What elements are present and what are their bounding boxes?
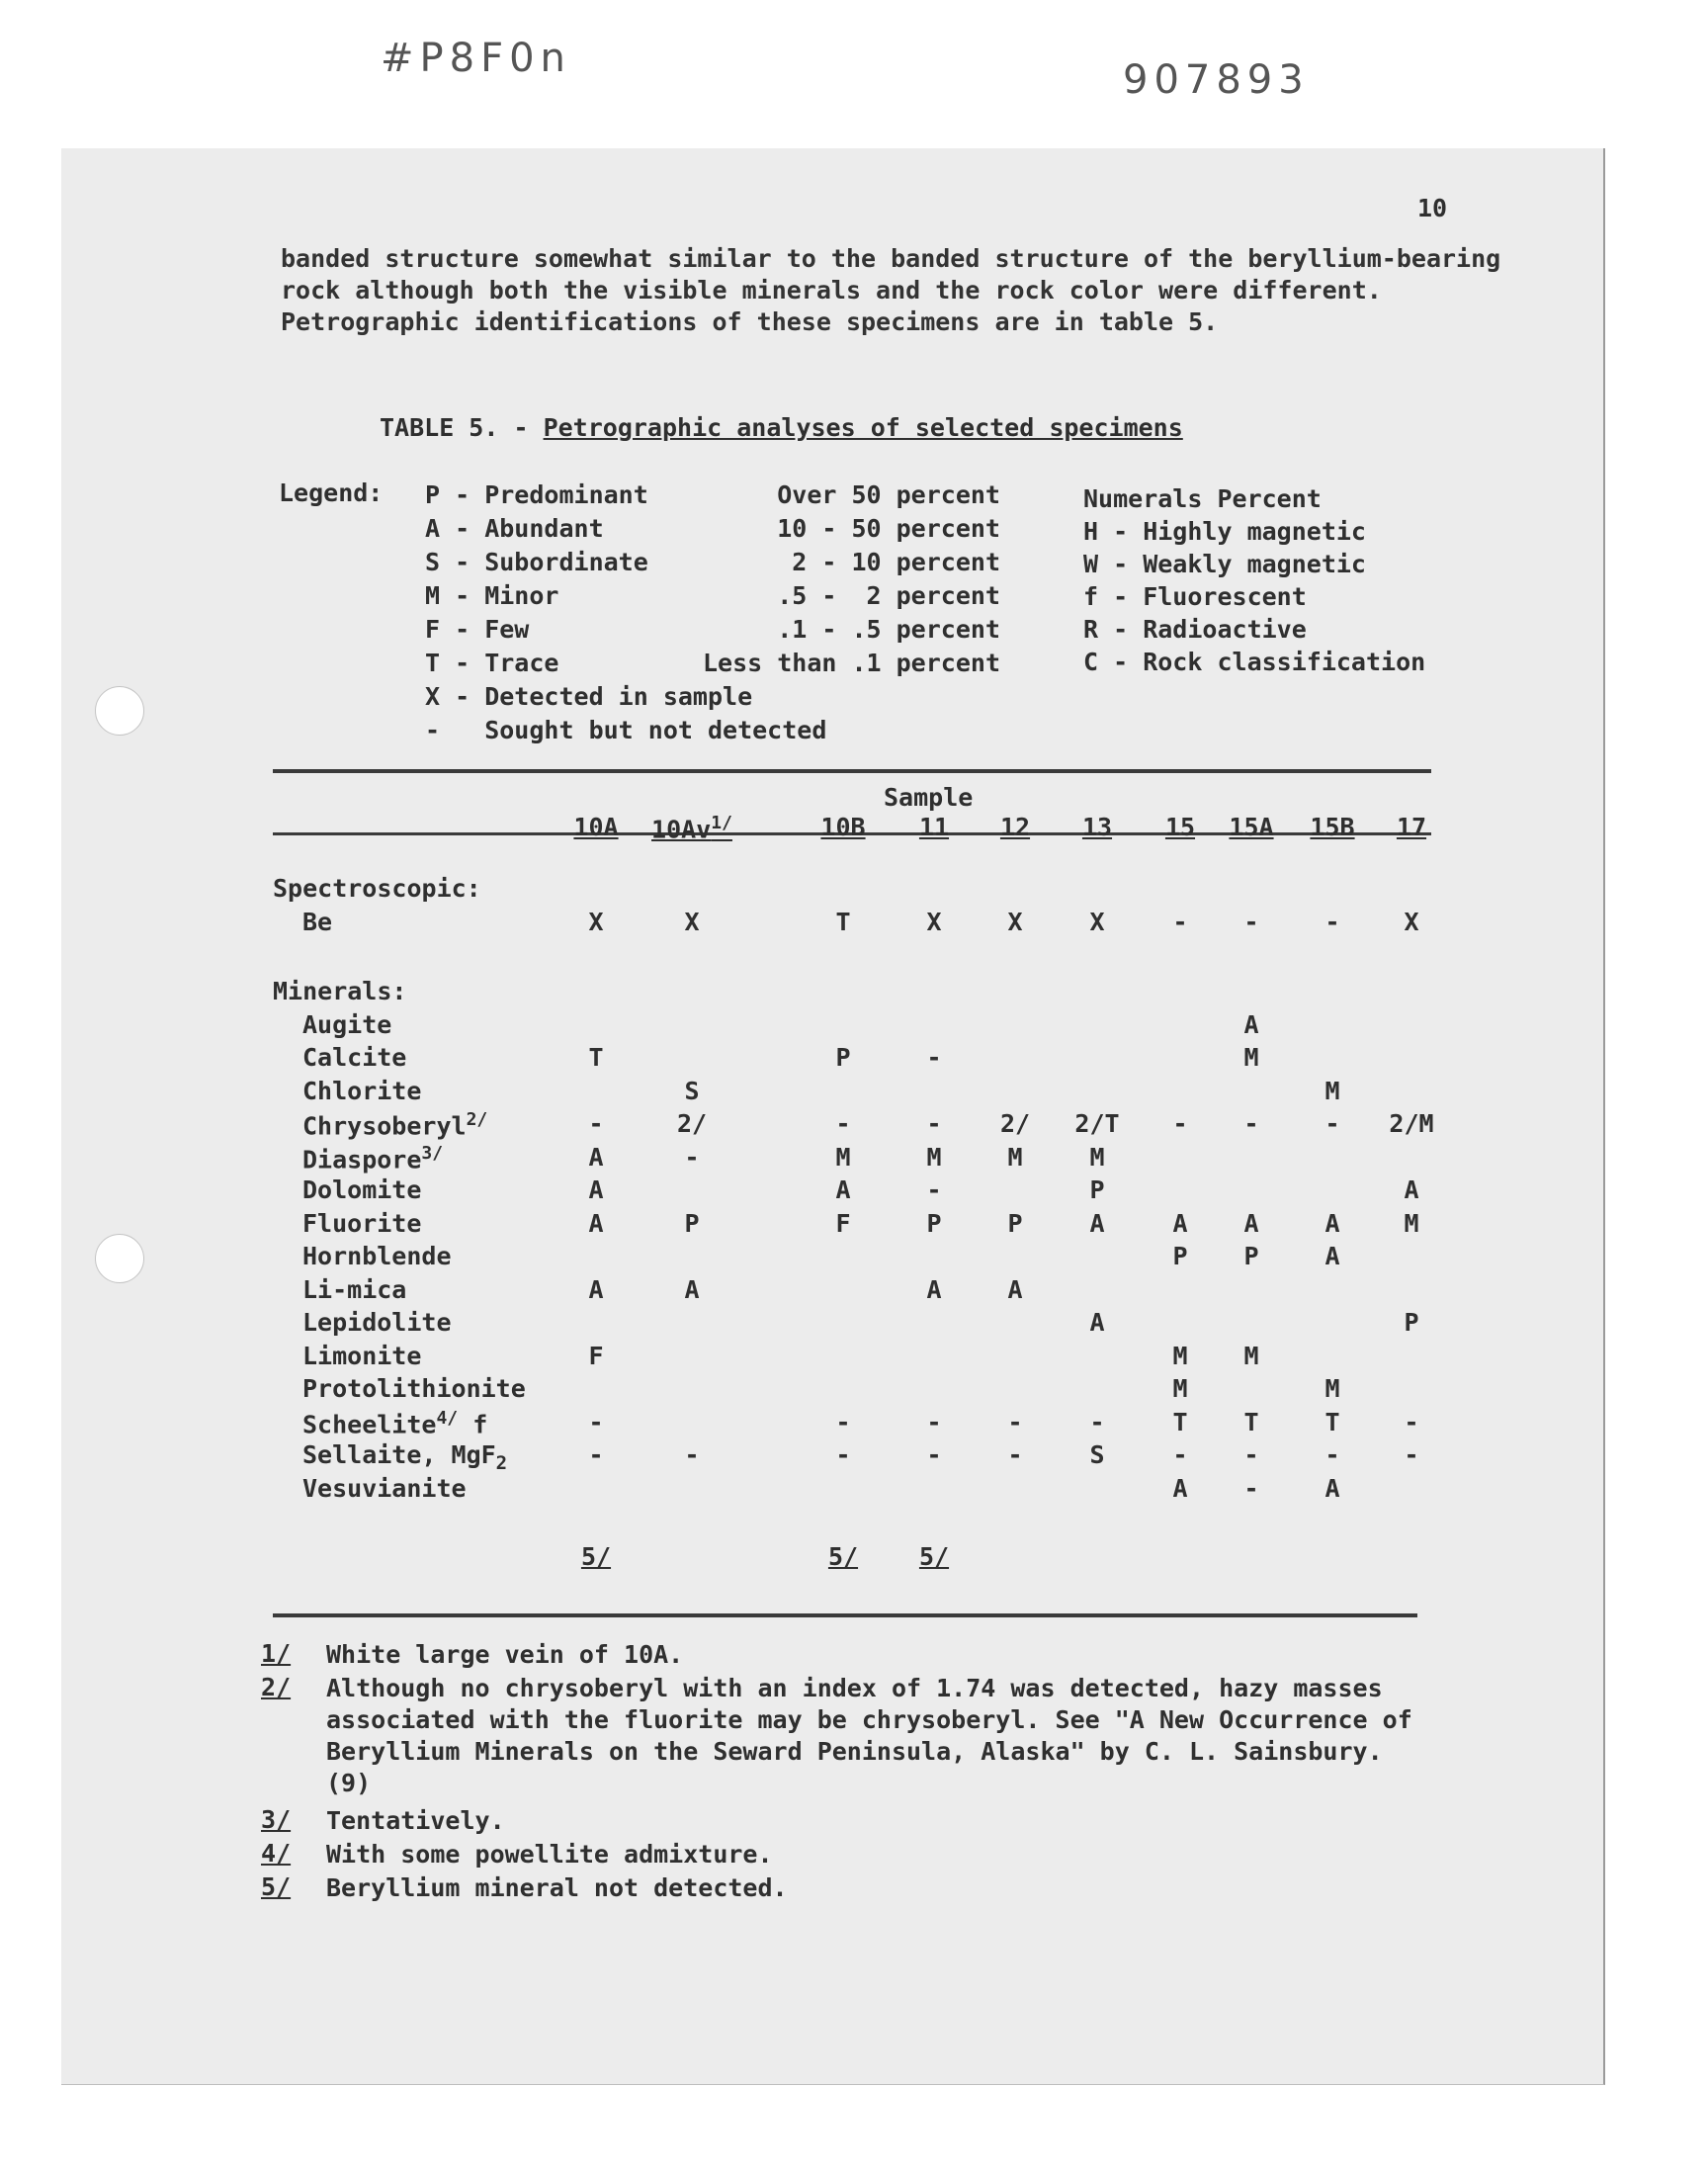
- row-label: Sellaite, MgF$_2$: [302, 1440, 508, 1474]
- section-heading: Minerals:: [273, 976, 407, 1005]
- row-label: Vesuvianite: [302, 1473, 467, 1503]
- footnote-text: Although no chrysoberyl with an index of 1.74 was detected, hazy masses associated with the fluorite may be chrysoberyl. See "A New Occurrence of Beryllium Minerals on the Seward Peninsula, Alaska" by C. L. Sainsbury. (9): [326, 1674, 1412, 1797]
- table-cell: -: [588, 1440, 604, 1469]
- table-cell: M: [1007, 1142, 1023, 1172]
- table-cell: -: [1324, 908, 1340, 936]
- intro-paragraph: banded structure somewhat similar to the banded structure of the beryllium-bearing rock although both the visible minerals and the rock color were different. Petrographic identifications of these specimens are in table 5.: [281, 244, 1501, 336]
- bottom-note: 5/: [827, 1542, 859, 1571]
- table-cell: -: [1324, 1109, 1340, 1138]
- table-cell: A: [1324, 1208, 1340, 1238]
- row-label: Diaspore$^{3/}$: [302, 1142, 444, 1174]
- table-cell: P: [1172, 1242, 1188, 1270]
- table-cell: T: [1243, 1407, 1259, 1436]
- row-label: Scheelite$^{4/}$ f: [302, 1407, 488, 1438]
- table-cell: P: [835, 1043, 851, 1072]
- legend-other-item: Numerals Percent: [1083, 484, 1322, 513]
- table-cell: M: [1172, 1341, 1188, 1370]
- legend-range: 2 - 10 percent: [792, 548, 1000, 576]
- table-caption-prefix: TABLE 5. -: [380, 413, 544, 442]
- table-cell: T: [835, 908, 851, 936]
- bottom-note: 5/: [918, 1542, 950, 1571]
- table-cell: A: [588, 1274, 604, 1304]
- table-cell: X: [1089, 908, 1105, 936]
- table-cell: A: [1007, 1274, 1023, 1304]
- column-header: 13: [1081, 813, 1113, 841]
- table-cell: M: [926, 1142, 942, 1172]
- table-caption: [380, 413, 1183, 442]
- table-cell: A: [1243, 1208, 1259, 1238]
- table-cell: A: [588, 1208, 604, 1238]
- table-cell: A: [926, 1274, 942, 1304]
- table-cell: -: [1007, 1440, 1023, 1469]
- column-header: $10Av^{1/}$: [651, 813, 732, 844]
- stamp-top-right: 907893: [1123, 57, 1310, 103]
- table-cell: -: [1243, 1440, 1259, 1469]
- row-label-note: 3/: [421, 1142, 444, 1164]
- table-cell: M: [1324, 1076, 1340, 1105]
- row-label: Be: [302, 908, 333, 936]
- stamp-top-left: #P8F0n: [381, 36, 571, 81]
- column-header: 12: [999, 813, 1031, 841]
- table-cell: -: [1404, 1440, 1419, 1469]
- legend-other-item: H - Highly magnetic: [1083, 517, 1366, 546]
- legend-other-item: R - Radioactive: [1083, 615, 1307, 644]
- table-cell: F: [835, 1208, 851, 1238]
- table-cell: A: [1089, 1308, 1105, 1337]
- table-cell: -: [1243, 1109, 1259, 1138]
- row-label: Protolithionite: [302, 1374, 526, 1403]
- legend-range: 10 - 50 percent: [777, 514, 1000, 543]
- table-cell: A: [1324, 1473, 1340, 1503]
- table-cell: P: [1007, 1208, 1023, 1238]
- row-label: Limonite: [302, 1341, 422, 1370]
- legend-other-item: W - Weakly magnetic: [1083, 550, 1366, 578]
- legend-code: F - Few: [425, 615, 530, 644]
- table-cell: T: [1172, 1407, 1188, 1436]
- column-header: 15A: [1229, 813, 1274, 841]
- row-label: Dolomite: [302, 1175, 422, 1204]
- table-cell: X: [1007, 908, 1023, 936]
- legend-other-item: C - Rock classification: [1083, 648, 1426, 676]
- table-cell: -: [1172, 1109, 1188, 1138]
- table-caption-title: Petrographic analyses of selected specimens: [543, 413, 1183, 442]
- punch-hole-bottom: [95, 1234, 144, 1283]
- section-heading: Spectroscopic:: [273, 874, 481, 903]
- column-header: 15B: [1310, 813, 1355, 841]
- table-cell: M: [1404, 1208, 1419, 1238]
- legend-range: .1 - .5 percent: [777, 615, 1000, 644]
- legend-range: Over 50 percent: [777, 480, 1000, 509]
- table-cell: -: [1172, 1440, 1188, 1469]
- punch-hole-top: [95, 686, 144, 736]
- table-cell: A: [1243, 1009, 1259, 1039]
- table-cell: X: [1404, 908, 1419, 936]
- table-cell: X: [926, 908, 942, 936]
- row-label: Li-mica: [302, 1274, 407, 1304]
- table-cell: M: [1089, 1142, 1105, 1172]
- legend-label: Legend:: [279, 478, 384, 507]
- footnote-text: Tentatively.: [326, 1806, 505, 1835]
- footnote-number: 5/: [261, 1872, 292, 1901]
- table-cell: -: [926, 1175, 942, 1204]
- row-label: Augite: [302, 1009, 392, 1039]
- footnote-number: 4/: [261, 1839, 292, 1868]
- row-label-note: 2/: [466, 1109, 488, 1130]
- footnote-number: 3/: [261, 1805, 292, 1834]
- table-cell: 2/: [999, 1109, 1031, 1138]
- table-cell: 2/: [676, 1109, 708, 1138]
- legend-code: P - Predominant: [425, 480, 648, 509]
- footnote-text: Beryllium mineral not detected.: [326, 1873, 788, 1902]
- table-cell: A: [1172, 1473, 1188, 1503]
- table-cell: M: [1324, 1374, 1340, 1403]
- table-cell: P: [1089, 1175, 1105, 1204]
- table-cell: -: [1324, 1440, 1340, 1469]
- row-label: Hornblende: [302, 1242, 452, 1270]
- legend-range: .5 - 2 percent: [777, 581, 1000, 610]
- table-cell: 2/M: [1389, 1109, 1434, 1138]
- table-cell: P: [1404, 1308, 1419, 1337]
- footnote-number: 2/: [261, 1673, 292, 1701]
- table-cell: -: [1243, 908, 1259, 936]
- bottom-note: 5/: [580, 1542, 612, 1571]
- table-cell: S: [1089, 1440, 1105, 1469]
- footnote-number: 1/: [261, 1639, 292, 1668]
- row-label-note: 4/: [436, 1407, 459, 1429]
- legend-code: T - Trace: [425, 649, 559, 677]
- table-cell: A: [1404, 1175, 1419, 1204]
- column-header: 17: [1396, 813, 1427, 841]
- table-cell: -: [588, 1109, 604, 1138]
- table-cell: -: [588, 1407, 604, 1436]
- table-cell: P: [926, 1208, 942, 1238]
- table-cell: -: [1089, 1407, 1105, 1436]
- table-cell: M: [835, 1142, 851, 1172]
- table-cell: X: [588, 908, 604, 936]
- legend-code: - Sought but not detected: [425, 716, 827, 744]
- row-label-subscript: 2: [495, 1452, 508, 1474]
- column-header: 10A: [573, 813, 619, 841]
- table-cell: A: [588, 1142, 604, 1172]
- table-cell: A: [835, 1175, 851, 1204]
- table-cell: P: [684, 1208, 700, 1238]
- table-cell: -: [1007, 1407, 1023, 1436]
- table-cell: -: [835, 1109, 851, 1138]
- table-cell: A: [1089, 1208, 1105, 1238]
- table-cell: -: [926, 1109, 942, 1138]
- table-cell: 2/T: [1074, 1109, 1120, 1138]
- table-cell: -: [926, 1407, 942, 1436]
- table-cell: X: [684, 908, 700, 936]
- table-cell: P: [1243, 1242, 1259, 1270]
- legend-code: X - Detected in sample: [425, 682, 753, 711]
- sample-heading: Sample: [884, 783, 974, 812]
- table-top-rule: [273, 769, 1431, 773]
- column-header: 15: [1164, 813, 1196, 841]
- row-label-suffix: f: [458, 1409, 488, 1438]
- row-label: Lepidolite: [302, 1308, 452, 1337]
- table-cell: M: [1243, 1043, 1259, 1072]
- table-cell: A: [1324, 1242, 1340, 1270]
- row-label: Fluorite: [302, 1208, 422, 1238]
- table-cell: M: [1172, 1374, 1188, 1403]
- legend-other-item: f - Fluorescent: [1083, 582, 1307, 611]
- table-cell: -: [684, 1440, 700, 1469]
- legend-code: M - Minor: [425, 581, 559, 610]
- table-cell: F: [588, 1341, 604, 1370]
- table-cell: -: [1404, 1407, 1419, 1436]
- row-label: Calcite: [302, 1043, 407, 1072]
- row-label: Chrysoberyl$^{2/}$: [302, 1109, 488, 1141]
- table-cell: T: [588, 1043, 604, 1072]
- column-header-note: 1/: [711, 813, 732, 833]
- table-cell: T: [1324, 1407, 1340, 1436]
- legend-code: S - Subordinate: [425, 548, 648, 576]
- table-cell: -: [835, 1407, 851, 1436]
- legend-code: A - Abundant: [425, 514, 604, 543]
- table-cell: -: [926, 1043, 942, 1072]
- column-header: 11: [918, 813, 950, 841]
- table-cell: -: [1243, 1473, 1259, 1503]
- table-cell: S: [684, 1076, 700, 1105]
- row-label: Chlorite: [302, 1076, 422, 1105]
- table-cell: -: [926, 1440, 942, 1469]
- table-bottom-rule: [273, 1613, 1417, 1617]
- page-number: 10: [1417, 194, 1448, 222]
- table-cell: M: [1243, 1341, 1259, 1370]
- footnote-text: White large vein of 10A.: [326, 1640, 684, 1669]
- table-cell: -: [684, 1142, 700, 1172]
- table-cell: -: [835, 1440, 851, 1469]
- table-cell: A: [588, 1175, 604, 1204]
- table-cell: A: [684, 1274, 700, 1304]
- table-cell: -: [1172, 908, 1188, 936]
- footnote-text: With some powellite admixture.: [326, 1840, 773, 1869]
- column-header: 10B: [820, 813, 866, 841]
- table-cell: A: [1172, 1208, 1188, 1238]
- legend-range: Less than .1 percent: [702, 649, 1000, 677]
